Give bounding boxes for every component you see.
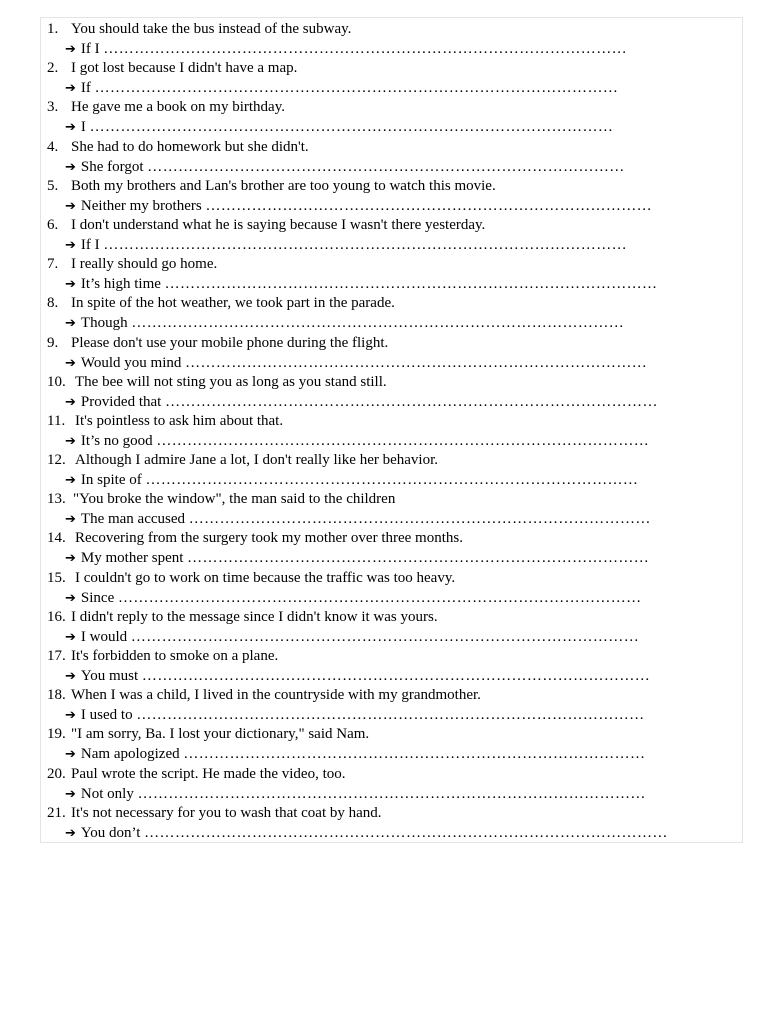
question [47, 139, 309, 156]
arrow-icon: ➔ [65, 512, 76, 528]
answer-line[interactable] [65, 237, 710, 254]
arrow-icon: ➔ [65, 316, 76, 332]
exercise-item [41, 723, 742, 762]
answer-blank[interactable]: ………………………………………………………………………………………… [103, 41, 628, 57]
arrow-icon: ➔ [65, 42, 76, 57]
exercise-item [41, 645, 742, 684]
question [47, 374, 387, 391]
answer-line[interactable] [65, 198, 710, 215]
question-text: I really should go home. [71, 256, 218, 273]
question-number: 1. [47, 21, 59, 37]
exercise-item [41, 175, 742, 214]
arrow-icon: ➔ [65, 198, 76, 214]
answer-prompt: In spite of [80, 472, 142, 489]
question [47, 530, 463, 547]
exercise-item [41, 18, 742, 57]
question-text: In spite of the hot weather, we took part in the parade. [71, 295, 395, 312]
answer-line[interactable] [65, 472, 692, 489]
question-text: It's forbidden to smoke on a plane. [71, 648, 279, 664]
exercise-item [41, 567, 742, 606]
answer-line[interactable] [65, 511, 706, 528]
question-number: 13. [47, 491, 66, 508]
question [47, 256, 217, 273]
question-text: I couldn't go to work on time because the traffic was too heavy. [75, 569, 456, 586]
answer-prompt: Provided that [80, 393, 162, 410]
question-number: 11. [47, 412, 66, 429]
question-text: Both my brothers and Lan's brother are too young to watch this movie. [71, 177, 496, 194]
question-text: Paul wrote the script. He made the video, too. [71, 765, 346, 782]
question-text: "You broke the window", the man said to the children [73, 491, 396, 508]
question-text: I didn't reply to the message since I didn't know it was yours. [71, 608, 438, 625]
worksheet [40, 17, 743, 843]
question-number: 18. [47, 687, 66, 704]
arrow-icon: ➔ [65, 708, 76, 724]
answer-line[interactable] [65, 276, 698, 293]
answer-blank[interactable]: ………………………………………………………………………………………… [89, 119, 614, 136]
answer-prompt: If I [80, 41, 100, 57]
answer-line[interactable] [65, 786, 700, 803]
arrow-icon: ➔ [65, 277, 76, 293]
question-number: 19. [47, 726, 66, 743]
answer-prompt: It’s no good [80, 432, 153, 449]
answer-blank[interactable]: ………………………………………………………………………………………… [117, 589, 642, 606]
answer-line[interactable] [65, 707, 680, 724]
question [47, 570, 455, 587]
question-number: 17. [47, 648, 66, 664]
question [47, 805, 382, 822]
arrow-icon: ➔ [65, 747, 76, 763]
answer-line[interactable] [65, 119, 695, 136]
answer-blank[interactable]: ………………………………………………………………………………… [147, 158, 625, 175]
question-number: 14. [47, 530, 66, 547]
exercise-item [41, 253, 742, 292]
answer-blank[interactable]: …………………………………………………………………………………… [165, 393, 658, 410]
answer-blank[interactable]: ……………………………………………………………………………… [183, 746, 646, 763]
question-number: 15. [47, 569, 66, 586]
answer-blank[interactable]: …………………………………………………………………………… [205, 197, 653, 214]
answer-line[interactable] [65, 746, 698, 763]
answer-prompt: Though [80, 315, 128, 332]
answer-blank[interactable]: ……………………………………………………………………………… [187, 550, 650, 567]
question-text: He gave me a book on my birthday. [71, 99, 285, 116]
answer-blank[interactable]: ………………………………………………………………………………………… [94, 80, 619, 97]
question [47, 413, 283, 430]
question [47, 217, 485, 234]
answer-blank[interactable]: …………………………………………………………………………………… [145, 472, 639, 489]
answer-line[interactable] [65, 433, 687, 450]
answer-prompt: She forgot [80, 158, 144, 175]
exercise-item [41, 332, 742, 371]
question [47, 335, 388, 352]
answer-line[interactable] [65, 668, 689, 685]
exercise-item [41, 136, 742, 175]
question-text: She had to do homework but she didn't. [71, 138, 309, 155]
arrow-icon: ➔ [65, 629, 76, 645]
question-text: The bee will not sting you as long as you stand still. [75, 373, 387, 390]
arrow-icon: ➔ [65, 120, 76, 136]
answer-prompt: You must [80, 668, 139, 684]
question-number: 12. [47, 452, 66, 469]
question-text: Recovering from the surgery took my mother over three months. [75, 530, 463, 547]
question-text: I got lost because I didn't have a map. [71, 60, 298, 77]
question-number: 4. [47, 138, 59, 155]
arrow-icon: ➔ [65, 81, 76, 97]
answer-line[interactable] [65, 41, 715, 58]
arrow-icon: ➔ [65, 590, 76, 606]
answer-prompt: I [80, 119, 86, 136]
question-number: 16. [47, 608, 66, 625]
exercise-item [41, 606, 742, 645]
arrow-icon: ➔ [65, 433, 76, 449]
question-text: It's not necessary for you to wash that coat by hand. [71, 804, 382, 821]
arrow-icon: ➔ [65, 825, 76, 841]
answer-blank[interactable]: ……………………………………………………………………………… [188, 511, 651, 528]
arrow-icon: ➔ [65, 159, 76, 175]
answer-line[interactable] [65, 394, 693, 411]
question [47, 295, 395, 312]
exercise-item [41, 214, 742, 253]
exercise-item [41, 527, 742, 566]
exercise-item [41, 371, 742, 410]
exercise-item [41, 802, 742, 841]
question-number: 10. [47, 373, 66, 390]
exercise-item [41, 292, 742, 331]
answer-prompt: I would [80, 628, 128, 645]
answer-line[interactable] [65, 355, 698, 372]
answer-prompt: It’s high time [80, 276, 161, 293]
arrow-icon: ➔ [65, 394, 76, 410]
question-number: 8. [47, 295, 59, 312]
arrow-icon: ➔ [65, 237, 76, 253]
answer-blank[interactable]: ……………………………………………………………………………………… [141, 668, 651, 684]
answer-line[interactable] [65, 825, 705, 842]
question [47, 726, 369, 743]
question [47, 452, 438, 469]
answer-prompt: If [80, 80, 91, 97]
answer-blank[interactable]: …………………………………………………………………………………… [131, 315, 625, 332]
question [47, 648, 278, 665]
question [47, 178, 496, 195]
exercise-item [41, 57, 742, 96]
exercise-item [41, 488, 742, 527]
question [47, 687, 481, 704]
question-text: You should take the bus instead of the subway. [71, 21, 352, 37]
answer-blank[interactable]: ……………………………………………………………………………… [185, 354, 648, 371]
answer-prompt: The man accused [80, 511, 186, 528]
question-number: 7. [47, 256, 59, 273]
question-text: I don't understand what he is saying because I wasn't there yesterday. [71, 216, 486, 233]
answer-line[interactable] [65, 590, 695, 607]
question-number: 5. [47, 177, 59, 194]
answer-blank[interactable]: ……………………………………………………………………………………… [130, 628, 640, 645]
question-text: Please don't use your mobile phone during the flight. [71, 334, 389, 351]
answer-blank[interactable]: ………………………………………………………………………………………… [103, 236, 628, 253]
question [47, 21, 351, 38]
exercise-item [41, 684, 742, 723]
arrow-icon: ➔ [65, 473, 76, 489]
question-text: "I am sorry, Ba. I lost your dictionary," said Nam. [71, 726, 370, 743]
answer-prompt: You don’t [80, 824, 141, 841]
question [47, 766, 346, 783]
question-text: Although I admire Jane a lot, I don't really like her behavior. [75, 452, 439, 469]
answer-blank[interactable]: ………………………………………………………………………………………… [144, 824, 668, 841]
answer-line[interactable] [65, 80, 702, 97]
answer-line[interactable] [65, 629, 673, 646]
arrow-icon: ➔ [65, 355, 76, 371]
question-number: 3. [47, 99, 59, 116]
answer-line[interactable] [65, 159, 695, 176]
answer-prompt: Not only [80, 785, 134, 802]
answer-prompt: Since [80, 589, 115, 606]
question-number: 20. [47, 765, 66, 782]
answer-prompt: Neither my brothers [80, 197, 202, 214]
exercise-item [41, 410, 742, 449]
question-number: 9. [47, 334, 59, 351]
answer-prompt: Nam apologized [80, 746, 180, 763]
answer-blank[interactable]: …………………………………………………………………………………… [156, 432, 650, 449]
question [47, 60, 297, 77]
answer-blank[interactable]: ……………………………………………………………………………………… [137, 785, 646, 802]
answer-prompt: I used to [80, 707, 133, 724]
question-number: 6. [47, 216, 59, 233]
question-text: When I was a child, I lived in the countryside with my grandmother. [71, 687, 481, 704]
arrow-icon: ➔ [65, 786, 76, 802]
question-number: 21. [47, 804, 66, 821]
exercise-item [41, 763, 742, 802]
question-text: It's pointless to ask him about that. [75, 412, 284, 429]
arrow-icon: ➔ [65, 551, 76, 567]
question-number: 2. [47, 60, 59, 77]
answer-prompt: My mother spent [80, 550, 184, 567]
answer-line[interactable] [65, 550, 695, 567]
answer-prompt: If I [80, 236, 100, 253]
question [47, 99, 285, 116]
answer-line[interactable] [65, 315, 675, 332]
answer-prompt: Would you mind [80, 354, 182, 371]
exercise-item [41, 96, 742, 135]
answer-blank[interactable]: ……………………………………………………………………………………… [136, 707, 645, 724]
answer-blank[interactable]: …………………………………………………………………………………… [164, 276, 658, 293]
question [47, 491, 395, 508]
exercise-item [41, 449, 742, 488]
arrow-icon: ➔ [65, 669, 76, 684]
question [47, 609, 438, 626]
